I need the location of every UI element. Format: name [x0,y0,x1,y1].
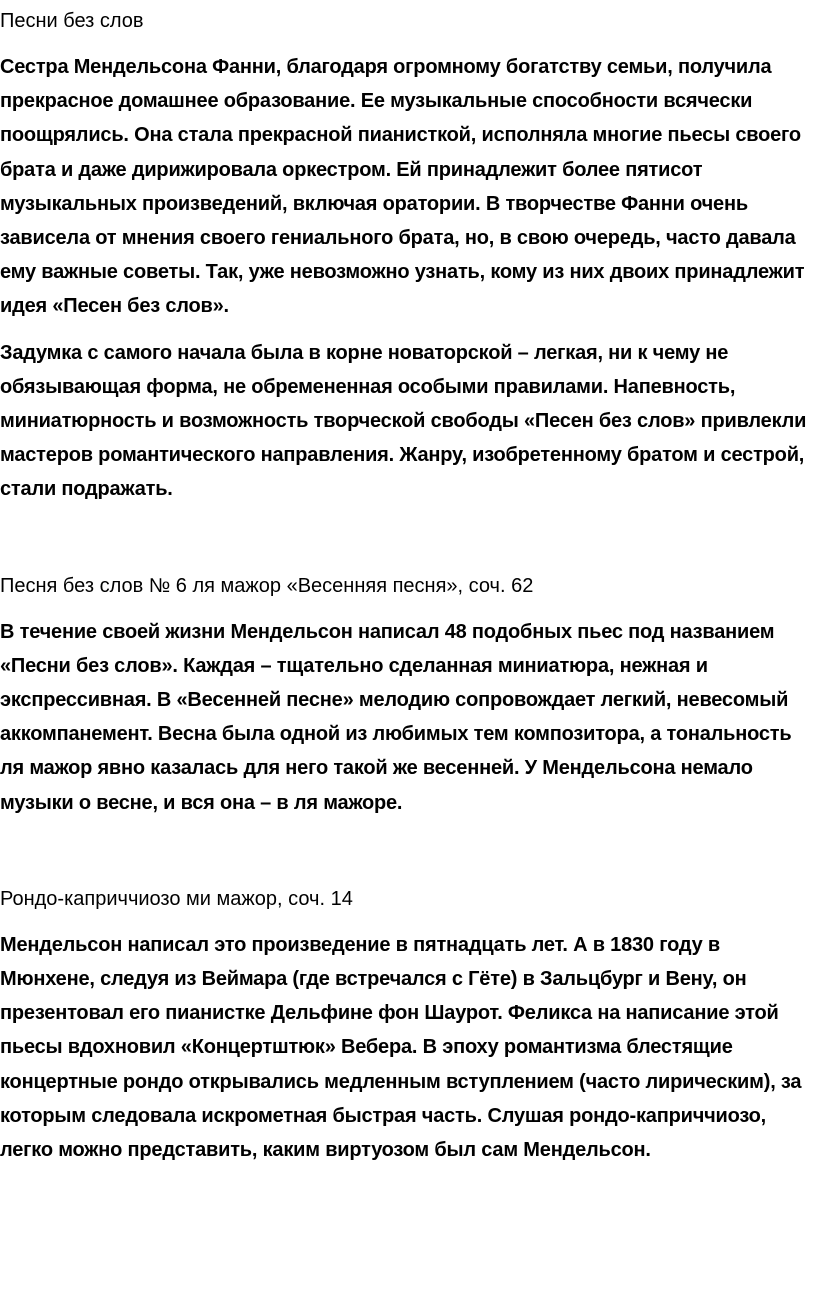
spacer [0,324,812,336]
paragraph-concept: Задумка с самого начала была в корне новаторской – легкая, ни к чему не обязывающая форма, не обремененная особыми правилами. Напевность, миниатюрность и возможность творческой свободы «Песен без слов» привлекли мастеров романтического направления. Жанру, изобретенному братом и сестрой, стали подражать. [0,341,807,501]
spacer [0,38,812,50]
spacer [0,507,812,569]
spacer [0,603,812,615]
paragraph-fanny: Сестра Мендельсона Фанни, благодаря огромному богатству семьи, получила прекрасное домашнее образование. Ее музыкальные способности всячески поощрялись. Она стала прекрасной пианисткой, исполняла многие пьесы своего брата и даже дирижировала оркестром. Ей принадлежит более пятисот музыкальных произведений, включая оратории. В творчестве Фанни очень зависела от мнения своего гениального брата, но, в свою очередь, часто давала ему важные советы. Так, уже невозможно узнать, кому из них двоих принадлежит идея «Песен без слов». [0,56,805,318]
section-heading-rondo-capriccioso: Рондо-каприччиозо ми мажор, соч. 14 [0,887,353,910]
spacer [0,820,812,882]
spacer [0,916,812,928]
paragraph-rondo-capriccioso: Мендельсон написал это произведение в пятнадцать лет. А в 1830 году в Мюнхене, следуя из Веймара (где встречался с Гёте) в Зальцбург и Вену, он презентовал его пианистке Дельфине фон Шаурот. Феликса на написание этой пьесы вдохновил «Концертштюк» Вебера. В эпоху романтизма блестящие концертные рондо открывались медленным вступлением (часто лирическим), за которым следовала искрометная быстрая часть. Слушая рондо-каприччиозо, легко можно представить, каким виртуозом был сам Мендельсон. [0,933,802,1162]
section-heading-songs-without-words: Песни без слов [0,10,144,32]
paragraph-spring-song: В течение своей жизни Мендельсон написал 48 подобных пьес под названием «Песни без слов». Каждая – тщательно сделанная миниатюра, нежная и экспрессивная. В «Весенней песне» мелодию сопровождает легкий, невесомый аккомпанемент. Весна была одной из любимых тем композитора, а тональность ля мажор явно казалась для него такой же весенней. У Мендельсона немало музыки о весне, и вся она – в ля мажоре. [0,620,792,814]
section-heading-spring-song: Песня без слов № 6 ля мажор «Весенняя песня», соч. 62 [0,574,534,597]
